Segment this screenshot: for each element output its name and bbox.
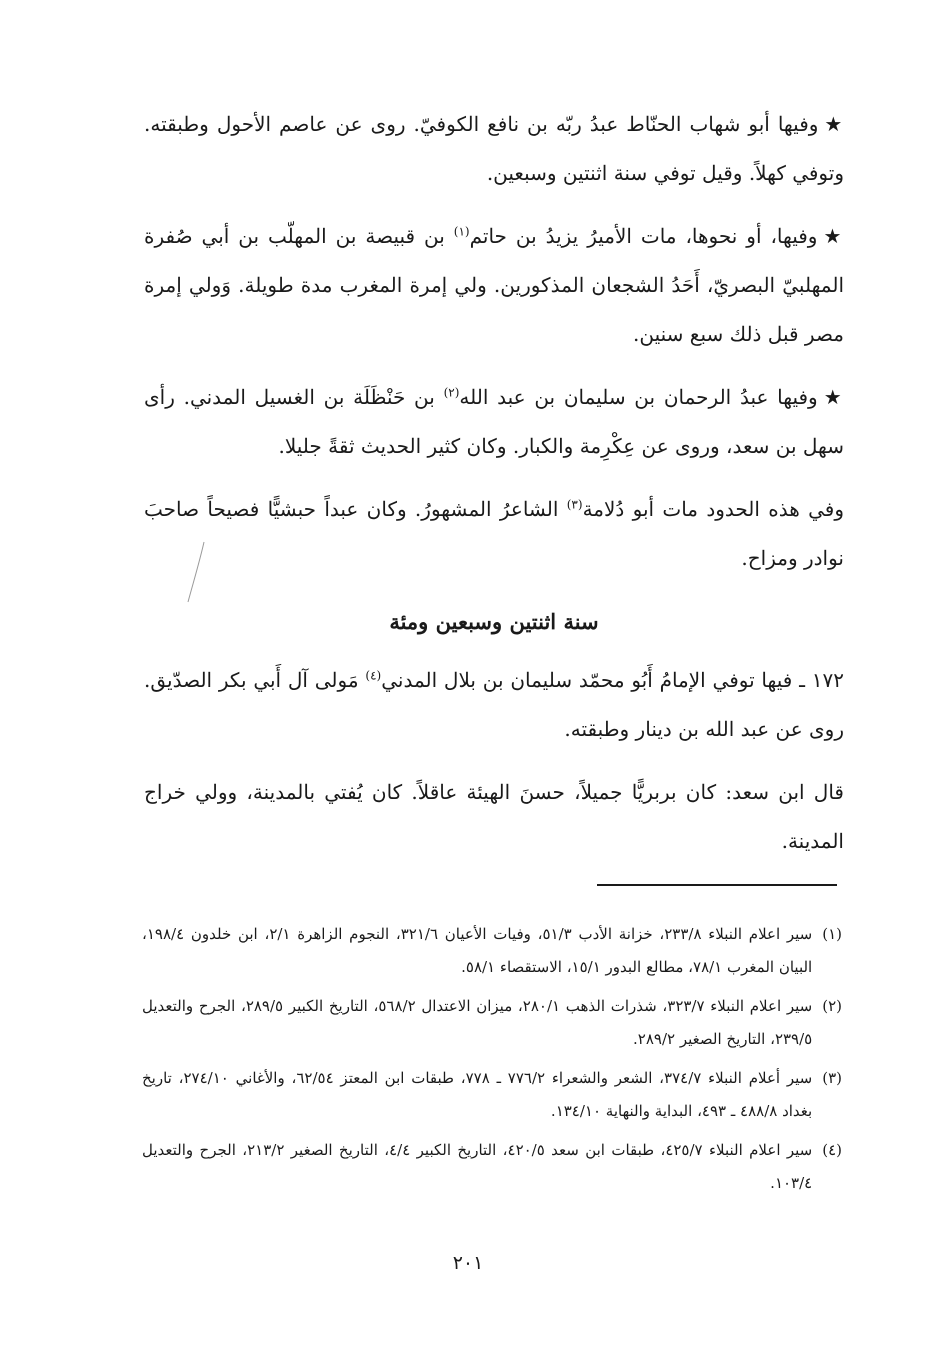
paragraph-abdulrahman: [144, 373, 844, 471]
footnote-text: سير اعلام النبلاء ٣٢٣/٧، شذرات الذهب ٢٨٠/١، ميزان الاعتدال ٥٦٨/٢، التاريخ الكبير ٢٨٩/٥، الجرح والتعديل ٢٣٩/٥، التاريخ الصغير ٢٨٩/٢.: [142, 997, 813, 1048]
paragraph-text: وفيها، أو نحوها، مات الأميرُ يزيدُ بن حاتم: [469, 224, 818, 248]
footnote-text: سير اعلام النبلاء ٢٣٣/٨، خزانة الأدب ٥١/٣، وفيات الأعيان ٣٢١/٦، النجوم الزاهرة ٢/١، ابن خلدون ١٩٨/٤، البيان المغرب ٧٨/١، مطالع البدور ١٥/١، الاستقصاء ٥٨/١.: [142, 925, 813, 976]
paragraph-yazid: [144, 212, 844, 359]
paragraph-abu-dulama: [144, 485, 844, 583]
footnote-ref-4[interactable]: (٤): [365, 668, 382, 683]
star-marker: ★: [823, 224, 844, 248]
paragraph-sulayman: [144, 656, 844, 754]
footnote-divider: [597, 884, 837, 886]
main-text: [144, 100, 844, 880]
footnote-4: [142, 1134, 842, 1200]
footnote-1: [142, 918, 842, 984]
footnote-number: (٤): [822, 1141, 842, 1159]
paragraph-text: ١٧٢ ـ فيها توفي الإمامُ أَبُو محمّد سليمان بن بلال المدني: [381, 668, 845, 692]
paragraph-text: بن قبيصة بن المهلّب بن أبي صُفرة المهلبيّ البصريّ، أَحَدُ الشجعان المذكورين. ولي إمرة المغرب مدة طويلة. وَولي إمرة مصر قبل ذلك سبع سنين.: [144, 224, 845, 346]
footnote-ref-3[interactable]: (٣): [566, 497, 583, 512]
paragraph-text: وفي هذه الحدود مات أبو دُلامة: [582, 497, 844, 521]
footnote-number: (٣): [822, 1069, 842, 1087]
page-number: ٢٠١: [452, 1252, 484, 1274]
footnote-3: [142, 1062, 842, 1128]
footnote-ref-2[interactable]: (٢): [443, 385, 460, 400]
star-marker: ★: [823, 385, 844, 409]
stray-pencil-mark: [182, 540, 222, 610]
section-title: سنة اثنتين وسبعين ومئة: [389, 609, 599, 634]
paragraph-ibn-saad: [144, 768, 844, 866]
paragraph-text: مَولى آل أَبي بكر الصدّيق. روى عن عبد الله بن دينار وطبقته.: [144, 668, 844, 741]
footnote-ref-1[interactable]: (١): [453, 224, 470, 239]
paragraph-text: قال ابن سعد: كان بربريًّا جميلاً، حسنَ الهيئة عاقلاً. كان يُفتي بالمدينة، وولي خراج المدينة.: [144, 780, 844, 853]
star-marker: ★: [824, 112, 845, 136]
paragraph-text: الشاعرُ المشهورُ. وكان عبداً حبشيًّا فصيحاً صاحبَ نوادر ومزاح.: [144, 497, 844, 570]
footnotes: [142, 918, 842, 1206]
footnote-2: [142, 990, 842, 1056]
footnote-number: (١): [822, 925, 842, 943]
footnote-text: سير اعلام النبلاء ٤٢٥/٧، طبقات ابن سعد ٤٢٠/٥، التاريخ الكبير ٤/٤، التاريخ الصغير ٢١٣/٢، الجرح والتعديل ١٠٣/٤.: [142, 1141, 813, 1192]
paragraph-text: وفيها أبو شهاب الحنّاط عبدُ ربّه بن نافع الكوفيّ. روى عن عاصم الأحول وطبقته. وتوفي كهلاً. وقيل توفي سنة اثنتين وسبعين.: [144, 112, 844, 185]
footnote-text: سير أعلام النبلاء ٣٧٤/٧، الشعر والشعراء ٧٧٦/٢ ـ ٧٧٨، طبقات ابن المعتز ٦٢/٥٤، والأغاني ٢٧٤/١٠، تاريخ بغداد ٤٨٨/٨ ـ ٤٩٣، البداية والنهاية ١٣٤/١٠.: [142, 1069, 813, 1120]
footnote-number: (٢): [822, 997, 842, 1015]
paragraph-abu-shihab: [144, 100, 844, 198]
paragraph-text: بن حَنْظَلَة بن الغسيل المدني. رأى سهل بن سعد، وروى عن عِكْرِمة والكبار. وكان كثير الحديث ثقةً جليلا.: [144, 385, 844, 458]
paragraph-text: وفيها عبدُ الرحمان بن سليمان بن عبد الله: [459, 385, 818, 409]
